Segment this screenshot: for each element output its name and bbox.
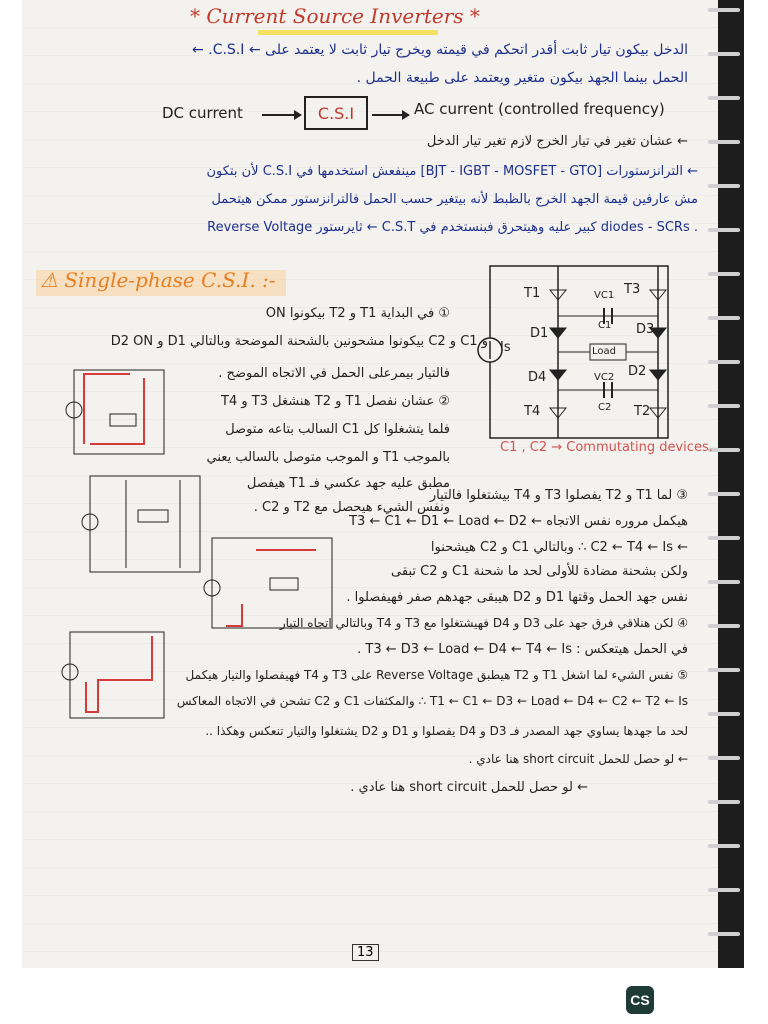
spiral-ring: [708, 228, 740, 232]
sketch-circuit-4: [40, 626, 170, 726]
commutating-note: C1 , C2 → Commutating devices.: [500, 440, 713, 455]
spiral-binding: [718, 0, 744, 968]
label-vc1: VC1: [594, 290, 615, 301]
step-3-line-5: نفس جهد الحمل وقتها D1 و D2 هيبقى جهدهم صفر فهيفصلوا .: [346, 590, 688, 605]
spiral-ring: [708, 8, 740, 12]
step-5-line-3: لحد ما جهدها يساوي جهد المصدر فـ D3 و D4 يفصلوا و D1 و D2 يشتغلوا والتيار تنعكس وهكذا ..: [205, 724, 688, 738]
note-2c: . diodes - SCRs كبير عليه وهيتحرق فبنستخدم في C.S.T ← ثايرستور Reverse Voltage: [207, 220, 698, 235]
spiral-ring: [708, 844, 740, 848]
label-t3: T3: [624, 282, 641, 297]
spiral-ring: [708, 624, 740, 628]
spiral-ring: [708, 536, 740, 540]
label-d1: D1: [530, 326, 549, 341]
note-2a: ← الترانزستورات [BJT - IGBT - MOSFET - GTO] مينفعش استخدمها في C.S.I لأن بتكون: [206, 164, 698, 179]
step-3-line-4: ولكن بشحنة مضادة للأولى لحد ما شحنة C1 و C2 تبقى: [391, 564, 688, 579]
spiral-ring: [708, 96, 740, 100]
section-heading: ⚠ Single-phase C.S.I. :-: [40, 268, 276, 292]
block-input-label: DC current: [162, 104, 243, 122]
spiral-ring: [708, 492, 740, 496]
step-2-line-4: مطبق عليه جهد عكسي فـ T1 هيفصل: [246, 476, 450, 491]
label-c2: C2: [598, 402, 612, 413]
spiral-ring: [708, 316, 740, 320]
step-1-line-2: و C1 و C2 بيكونوا مشحونين بالشحنة الموضحة وبالتالي D1 و D2 ON: [110, 334, 488, 349]
spiral-ring: [708, 272, 740, 276]
sketch-circuit-1: [40, 360, 170, 460]
block-arrow-in: [262, 114, 300, 116]
spiral-ring: [708, 800, 740, 804]
note-1: ← عشان تغير في تيار الخرج لازم تغير تيار الدخل: [426, 134, 688, 149]
label-load: Load: [592, 346, 616, 357]
block-output-label: AC current (controlled frequency): [414, 100, 665, 118]
spiral-ring: [708, 712, 740, 716]
step-5-line-4: ← لو حصل للحمل short circuit هنا عادي .: [468, 752, 688, 766]
intro-line-2: الحمل بينما الجهد بيكون متغير ويعتمد على طبيعة الحمل .: [356, 70, 688, 86]
source-label: Is: [500, 340, 511, 355]
label-c1: C1: [598, 320, 612, 331]
closing-note: ← لو حصل للحمل short circuit هنا عادي .: [350, 780, 588, 795]
spiral-ring: [708, 756, 740, 760]
csi-block-label: C.S.I: [317, 103, 355, 123]
page-title: * Current Source Inverters *: [190, 4, 480, 28]
spiral-ring: [708, 52, 740, 56]
note-2b: مش عارفين قيمة الجهد الخرج بالظبط لأنه بيتغير حسب الحمل فالترانزستور ممكن هيتحمل: [211, 192, 698, 207]
spiral-ring: [708, 404, 740, 408]
spiral-ring: [708, 932, 740, 936]
step-5-line-1: ⑤ نفس الشيء لما اشغل T1 و T2 هيطبق Reverse Voltage على T3 و T4 فهيفصلوا والتيار هيكمل: [185, 668, 688, 682]
page-number: 13: [352, 944, 379, 961]
spiral-ring: [708, 888, 740, 892]
block-arrow-out: [372, 114, 408, 116]
camscanner-logo: CS: [626, 986, 654, 1014]
label-t1: T1: [524, 286, 541, 301]
step-4-line-1: ④ لكن هنلاقي فرق جهد على D3 و D4 فهيشتغلوا مع T3 و T4 وبالتالي اتجاه التيار: [279, 616, 688, 630]
step-2-line-2: فلما يتشغلوا كل C1 السالب بتاعه متوصل: [225, 422, 450, 437]
step-2-line-1: ② عشان نفصل T1 و T2 هنشغل T3 و T4: [221, 394, 450, 409]
step-3-line-1: ③ لما T1 و T2 يفصلوا T3 و T4 بيشتغلوا فالتيار: [429, 488, 688, 503]
spiral-ring: [708, 668, 740, 672]
label-d3: D3: [636, 322, 655, 337]
csi-block: [304, 96, 368, 130]
step-1-line-3: فالتيار بيمرعلى الحمل في الاتجاه الموضح .: [218, 366, 450, 381]
intro-line-1: الدخل بيكون تيار ثابت أقدر اتحكم في قيمته ويخرج تيار ثابت لا يعتمد على ← C.S.I. ←: [192, 42, 688, 58]
step-2-line-3: بالموجب T1 و الموجب متوصل بالسالب يعني: [206, 450, 450, 465]
step-3-line-3: ← C2 ← T4 ← Is ∴ وبالتالي C1 و C2 هيشحنوا: [430, 540, 688, 555]
spiral-ring: [708, 140, 740, 144]
spiral-ring: [708, 360, 740, 364]
label-d2: D2: [628, 364, 647, 379]
label-t4: T4: [524, 404, 541, 419]
spiral-ring: [708, 184, 740, 188]
label-t2: T2: [634, 404, 651, 419]
sketch-circuit-3: [186, 534, 336, 634]
step-2-line-5: ونفس الشيء هيحصل مع T2 و C2 .: [253, 500, 450, 515]
label-d4: D4: [528, 370, 547, 385]
title-highlight: [258, 30, 438, 35]
step-4-line-2: في الحمل هيتعكس : T3 ← D3 ← Load ← D4 ← T4 ← Is .: [357, 642, 688, 657]
step-3-line-2: هيكمل مروره نفس الاتجاه ← T3 ← C1 ← D1 ← Load ← D2: [349, 514, 688, 529]
sketch-circuit-2: [56, 470, 206, 580]
label-vc2: VC2: [594, 372, 615, 383]
step-1-line-1: ① في البداية T1 و T2 بيكونوا ON: [265, 306, 450, 321]
step-5-line-2: T1 ← C1 ← D3 ← Load ← D4 ← C2 ← T2 ← Is ∴ والمكثفات C1 و C2 تشحن في الاتجاه المعاكس: [176, 694, 688, 708]
spiral-ring: [708, 580, 740, 584]
